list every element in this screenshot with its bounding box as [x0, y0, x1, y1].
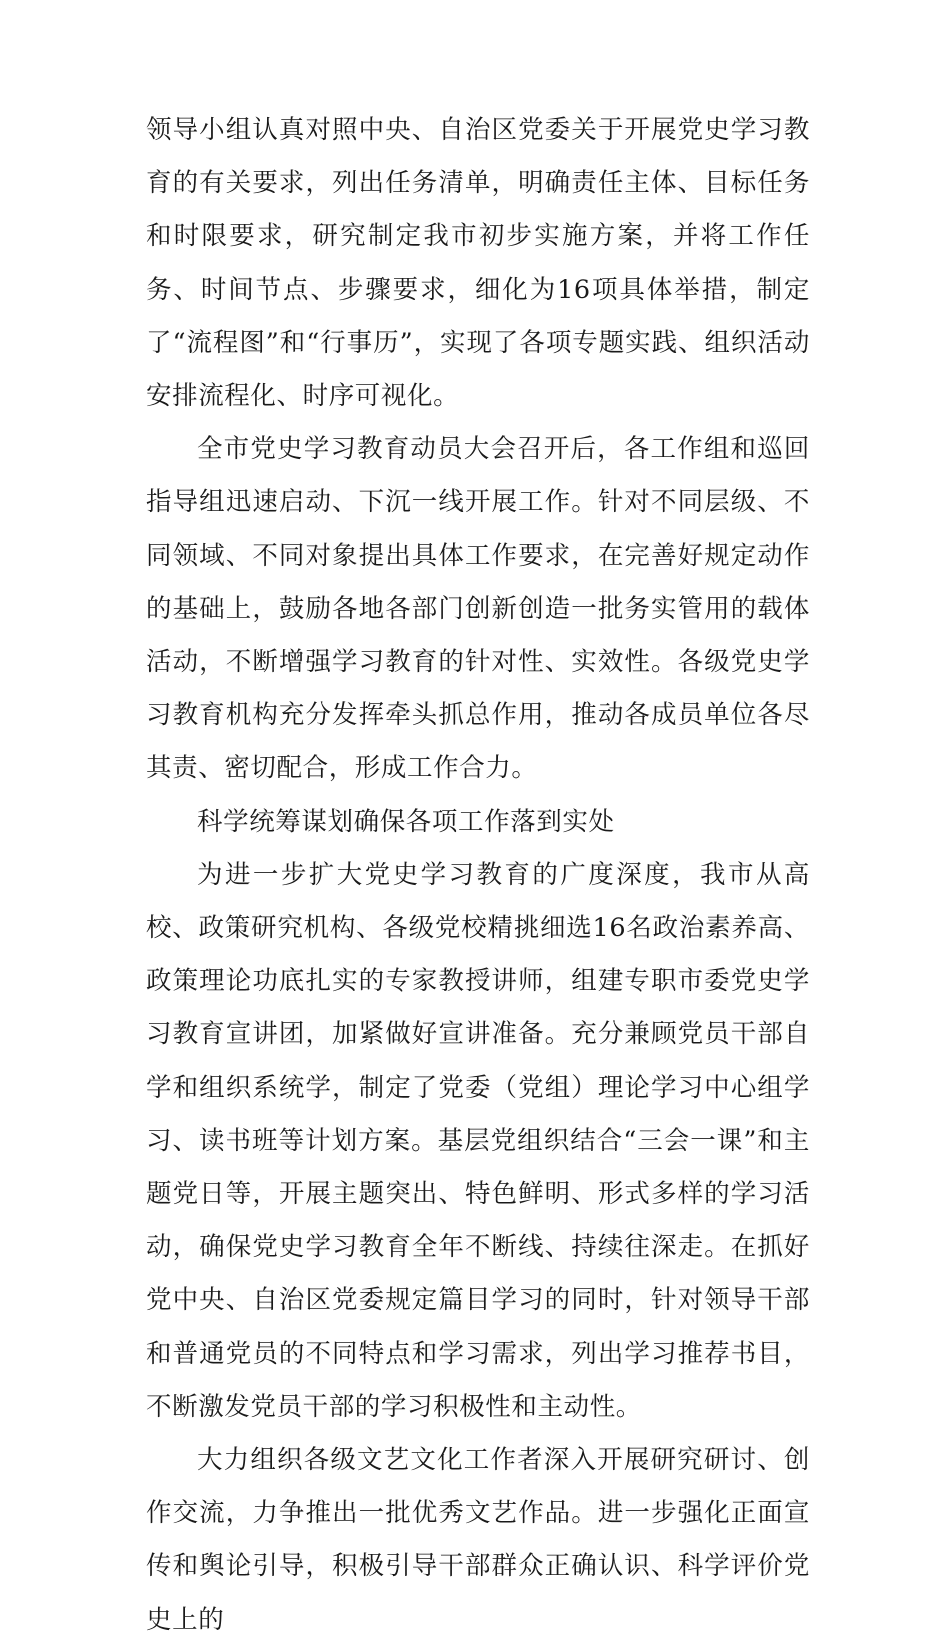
section-heading: 科学统筹谋划确保各项工作落到实处 [197, 806, 615, 837]
paragraph-3: 为进一步扩大党史学习教育的广度深度，我市从高校、政策研究机构、各级党校精挑细选16名政治素养高、政策理论功底扎实的专家教授讲师，组建专职市委党史学习教育宣讲团，加紧做好宣讲准备。充分兼顾党员干部自学和组织系统学，制定了党委（党组）理论学习中心组学习、读书班等计划方案。基层党组织结合“三会一课”和主题党日等，开展主题突出、特色鲜明、形式多样的学习活动，确保党史学习教育全年不断线、持续往深走。在抓好党中央、自治区党委规定篇目学习的同时，针对领导干部和普通党员的不同特点和学习需求，列出学习推荐书目，不断激发党员干部的学习积极性和主动性。 [146, 859, 810, 1422]
paragraph-4: 大力组织各级文艺文化工作者深入开展研究研讨、创作交流，力争推出一批优秀文艺作品。进一步强化正面宣传和舆论引导，积极引导干部群众正确认识、科学评价党史上的 [146, 1445, 810, 1635]
paragraph-2: 全市党史学习教育动员大会召开后，各工作组和巡回指导组迅速启动、下沉一线开展工作。针对不同层级、不同领域、不同对象提出具体工作要求，在完善好规定动作的基础上，鼓励各地各部门创新创造一批务实管用的载体活动，不断增强学习教育的针对性、实效性。各级党史学习教育机构充分发挥牵头抓总作用，推动各成员单位各尽其责、密切配合，形成工作合力。 [146, 434, 810, 784]
document-body [146, 104, 810, 1647]
paragraph-1: 领导小组认真对照中央、自治区党委关于开展党史学习教育的有关要求，列出任务清单，明确责任主体、目标任务和时限要求，研究制定我市初步实施方案，并将工作任务、时间节点、步骤要求，细化为16项具体举措，制定了“流程图”和“行事历”，实现了各项专题实践、组织活动安排流程化、时序可视化。 [146, 115, 810, 412]
